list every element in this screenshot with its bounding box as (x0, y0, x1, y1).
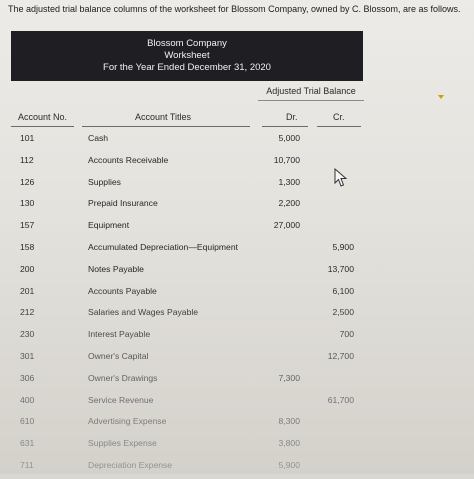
account-title-cell: Accounts Payable (88, 285, 157, 296)
heading-rule (258, 100, 364, 101)
credit-cell: 700 (339, 329, 354, 340)
period-line: For the Year Ended December 31, 2020 (103, 62, 271, 73)
account-title-cell: Service Revenue (88, 394, 154, 405)
account-title-cell: Accounts Receivable (88, 154, 169, 165)
account-number-cell: 230 (20, 329, 35, 340)
credit-cell: 12,700 (327, 351, 354, 361)
table-row (0, 217, 474, 239)
worksheet-header (11, 31, 363, 81)
account-titles-rule (82, 126, 250, 127)
account-title-cell: Prepaid Insurance (88, 198, 158, 209)
debit-cell: 3,800 (278, 438, 300, 449)
table-row (0, 304, 474, 326)
credit-cell: 61,700 (327, 394, 354, 405)
dr-rule (262, 126, 308, 127)
account-number-cell: 306 (20, 372, 35, 383)
account-number-cell: 157 (20, 220, 35, 231)
account-number-cell: 158 (20, 242, 35, 252)
account-number-cell: 212 (20, 307, 35, 318)
account-number-cell: 130 (20, 198, 35, 209)
table-row (0, 130, 474, 152)
document-name: Worksheet (164, 50, 210, 61)
account-number-cell: 112 (20, 154, 34, 165)
account-number-cell: 126 (20, 176, 35, 187)
credit-cell: 13,700 (327, 263, 354, 274)
account-title-cell: Depreciation Expense (88, 460, 173, 470)
debit-cell: 5,900 (278, 460, 300, 470)
account-number-cell: 201 (20, 285, 35, 296)
account-number-cell: 711 (20, 460, 34, 470)
credit-cell: 2,500 (332, 307, 354, 318)
dr-heading: Dr. (286, 112, 298, 122)
debit-cell: 7,300 (278, 372, 300, 383)
account-no-rule (11, 126, 74, 127)
account-title-cell: Supplies (88, 176, 121, 187)
table-row (0, 152, 474, 174)
table-row (0, 457, 474, 479)
account-title-cell: Salaries and Wages Payable (88, 307, 199, 318)
table-row (0, 261, 474, 283)
credit-cell: 5,900 (332, 242, 354, 252)
debit-cell: 8,300 (278, 416, 300, 427)
cr-heading: Cr. (333, 112, 345, 122)
triangle-marker-icon (438, 95, 444, 99)
company-name: Blossom Company (147, 38, 227, 49)
table-row (0, 174, 474, 196)
account-number-cell: 301 (20, 351, 35, 361)
account-number-cell: 101 (20, 133, 35, 143)
debit-cell: 10,700 (273, 154, 300, 165)
debit-cell: 1,300 (278, 176, 300, 187)
account-titles-heading: Account Titles (135, 112, 192, 122)
table-row (0, 239, 474, 261)
table-row (0, 370, 474, 392)
cr-rule (317, 126, 361, 127)
debit-cell: 2,200 (278, 198, 300, 209)
account-title-cell: Owner's Capital (88, 351, 149, 361)
account-no-heading: Account No. (18, 112, 68, 122)
adjusted-trial-balance-heading: Adjusted Trial Balance (266, 86, 356, 96)
table-row (0, 413, 474, 435)
account-number-cell: 400 (20, 394, 35, 405)
account-title-cell: Cash (88, 133, 109, 143)
account-title-cell: Equipment (88, 220, 130, 231)
account-number-cell: 200 (20, 263, 35, 274)
account-number-cell: 610 (20, 416, 35, 427)
debit-cell: 27,000 (273, 220, 300, 231)
mouse-pointer-icon (334, 168, 348, 188)
table-row (0, 392, 474, 414)
account-title-cell: Notes Payable (88, 263, 144, 274)
account-title-cell: Supplies Expense (88, 438, 157, 449)
table-row (0, 326, 474, 348)
intro-text: The adjusted trial balance columns of the worksheet for Blossom Company, owned by C. Blossom, are as follows. (8, 4, 461, 14)
debit-cell: 5,000 (278, 133, 300, 143)
account-title-cell: Advertising Expense (88, 416, 167, 427)
account-number-cell: 631 (20, 438, 35, 449)
account-title-cell: Accumulated Depreciation—Equipment (88, 242, 238, 252)
table-row (0, 283, 474, 305)
credit-cell: 6,100 (332, 285, 354, 296)
table-row (0, 348, 474, 370)
account-title-cell: Interest Payable (88, 329, 151, 340)
table-row (0, 195, 474, 217)
account-title-cell: Owner's Drawings (88, 372, 158, 383)
table-row (0, 435, 474, 457)
